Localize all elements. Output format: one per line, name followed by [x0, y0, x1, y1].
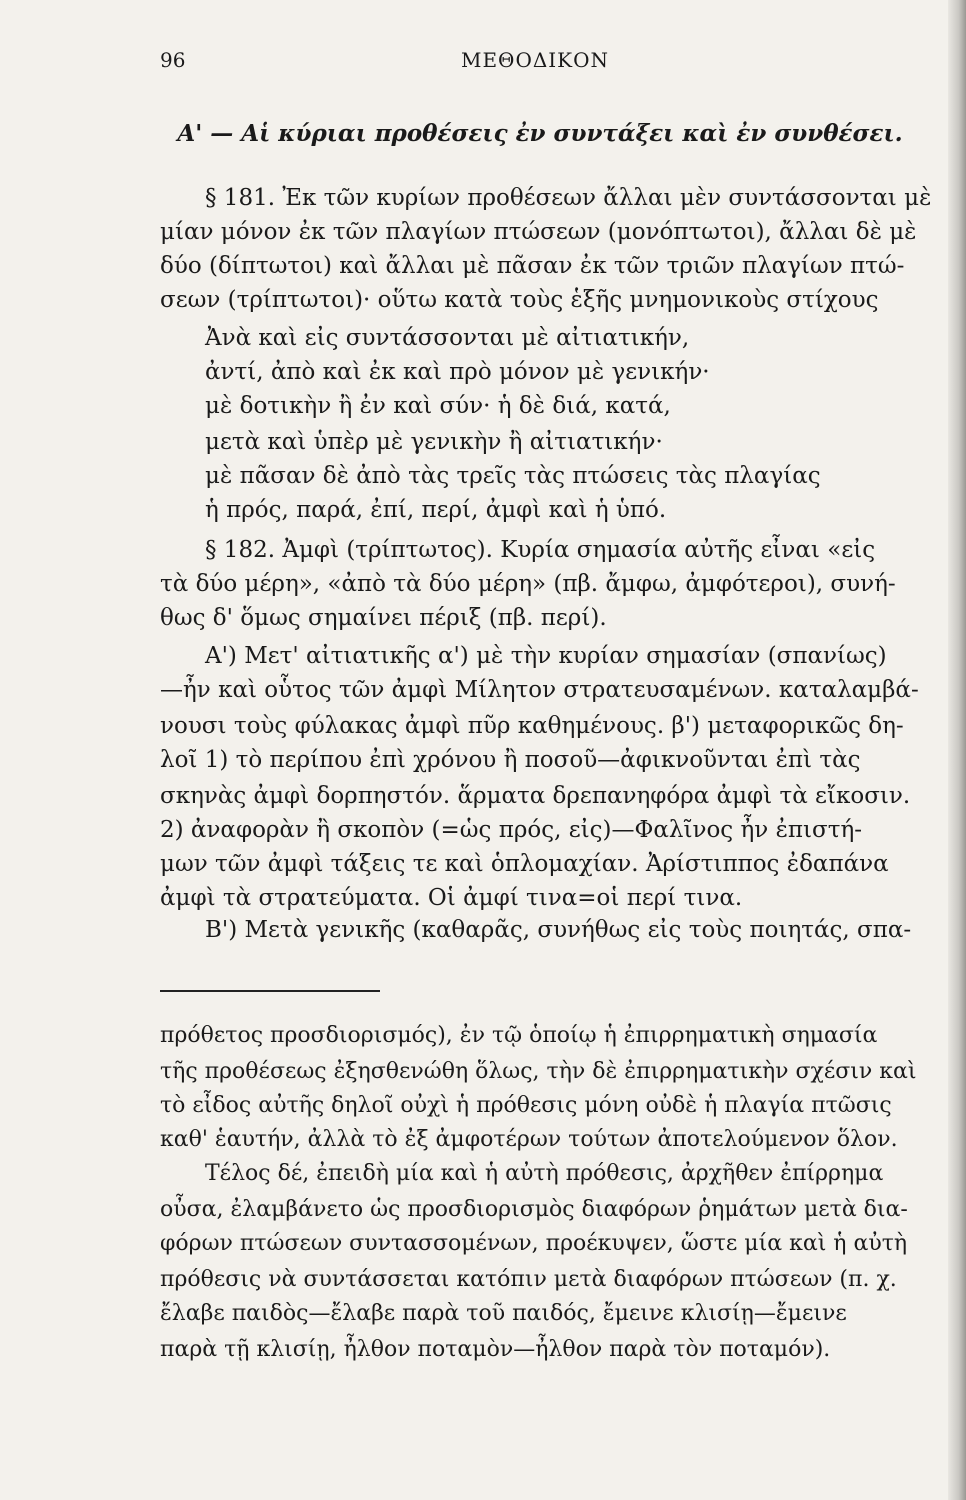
body-line: μων τῶν ἀμφὶ τάξεις τε καὶ ὁπλομαχίαν. Ἀρίστιππος ἐδαπάνα — [160, 851, 889, 877]
footnote-line: τῆς προθέσεως ἐξησθενώθη ὅλως, τὴν δὲ ἐπιρρηματικὴν σχέσιν καὶ — [160, 1059, 917, 1084]
footnote-line: Τέλος δέ, ἐπειδὴ μία καὶ ἡ αὐτὴ πρόθεσις, ἀρχῆθεν ἐπίρρημα — [205, 1161, 884, 1186]
verse-line: ἀντί, ἀπὸ καὶ ἐκ καὶ πρὸ μόνον μὲ γενικήν· — [205, 359, 710, 385]
footnote-line: παρὰ τῇ κλισίῃ, ἦλθον ποταμὸν—ἦλθον παρὰ τὸν ποταμόν). — [160, 1337, 831, 1362]
body-line: —ἦν καὶ οὗτος τῶν ἀμφὶ Μίλητον στρατευσαμένων. καταλαμβά- — [160, 677, 919, 703]
page-edge — [948, 0, 966, 1500]
footnote-rule — [160, 990, 380, 992]
body-line: ἀμφὶ τὰ στρατεύματα. Οἱ ἀμφί τινα=οἱ περί τινα. — [160, 885, 743, 911]
footnote-line: πρόθεσις νὰ συντάσσεται κατόπιν μετὰ διαφόρων πτώσεων (π. χ. — [160, 1267, 897, 1292]
body-line: σεων (τρίπτωτοι)· οὕτω κατὰ τοὺς ἑξῆς μνημονικοὺς στίχους — [160, 287, 879, 313]
verse-line: Ἀνὰ καὶ εἰς συντάσσονται μὲ αἰτιατικήν, — [205, 325, 690, 351]
footnote-line: ἔλαβε παιδὸς—ἔλαβε παρὰ τοῦ παιδός, ἔμεινε κλισίῃ—ἔμεινε — [160, 1301, 847, 1326]
footnote-line: πρόθετος προσδιορισμός), ἐν τῷ ὁποίῳ ἡ ἐπιρρηματικὴ σημασία — [160, 1023, 878, 1048]
footnote-line: τὸ εἶδος αὐτῆς δηλοῖ οὐχὶ ἡ πρόθεσις μόνη οὐδὲ ἡ πλαγία πτῶσις — [160, 1093, 892, 1118]
running-title: ΜΕΘΟΔΙΚΟΝ — [460, 48, 610, 72]
body-line: νουσι τοὺς φύλακας ἀμφὶ πῦρ καθημένους. β') μεταφορικῶς δη- — [160, 713, 904, 739]
body-line: Α') Μετ' αἰτιατικῆς α') μὲ τὴν κυρίαν σημασίαν (σπανίως) — [205, 643, 887, 669]
body-line: λοῖ 1) τὸ περίπου ἐπὶ χρόνου ἢ ποσοῦ—ἀφικνοῦνται ἐπὶ τὰς — [160, 747, 861, 773]
body-line: σκηνὰς ἀμφὶ δορπηστόν. ἅρματα δρεπανηφόρα ἀμφὶ τὰ εἴκοσιν. — [160, 783, 911, 809]
body-line: § 181. Ἐκ τῶν κυρίων προθέσεων ἄλλαι μὲν συντάσσονται μὲ — [205, 185, 932, 211]
body-line: μίαν μόνον ἐκ τῶν πλαγίων πτώσεων (μονόπτωτοι), ἄλλαι δὲ μὲ — [160, 219, 917, 245]
body-line: δύο (δίπτωτοι) καὶ ἄλλαι μὲ πᾶσαν ἐκ τῶν τριῶν πλαγίων πτώ- — [160, 253, 905, 279]
page-number: 96 — [160, 48, 186, 72]
body-line: θως δ' ὅμως σημαίνει πέριξ (πβ. περί). — [160, 605, 607, 631]
verse-line: μὲ δοτικὴν ἢ ἐν καὶ σύν· ἡ δὲ διά, κατά, — [205, 393, 671, 419]
body-line: 2) ἀναφορὰν ἢ σκοπὸν (=ὡς πρός, εἰς)—Φαλῖνος ἦν ἐπιστή- — [160, 817, 863, 843]
footnote-line: φόρων πτώσεων συντασσομένων, προέκυψεν, ὥστε μία καὶ ἡ αὐτὴ — [160, 1231, 908, 1256]
body-line: Β') Μετὰ γενικῆς (καθαρᾶς, συνήθως εἰς τοὺς ποιητάς, σπα- — [205, 917, 912, 943]
verse-line: μετὰ καὶ ὑπὲρ μὲ γενικὴν ἢ αἰτιατικήν· — [205, 429, 663, 455]
section-heading: Α' — Αἱ κύριαι προθέσεις ἐν συντάξει καὶ ἐν συνθέσει. — [177, 120, 903, 147]
verse-line: μὲ πᾶσαν δὲ ἀπὸ τὰς τρεῖς τὰς πτώσεις τὰς πλαγίας — [205, 463, 821, 489]
body-line: τὰ δύο μέρη», «ἀπὸ τὰ δύο μέρη» (πβ. ἄμφω, ἀμφότεροι), συνή- — [160, 571, 896, 597]
footnote-line: οὖσα, ἐλαμβάνετο ὡς προσδιορισμὸς διαφόρων ῥημάτων μετὰ δια- — [160, 1197, 908, 1222]
verse-line: ἡ πρός, παρά, ἐπί, περί, ἀμφὶ καὶ ἡ ὑπό. — [205, 497, 667, 523]
running-header — [160, 48, 910, 78]
footnote-line: καθ' ἑαυτήν, ἀλλὰ τὸ ἐξ ἀμφοτέρων τούτων ἀποτελούμενον ὅλον. — [160, 1127, 898, 1152]
body-line: § 182. Ἀμφὶ (τρίπτωτος). Κυρία σημασία αὐτῆς εἶναι «εἰς — [205, 537, 876, 563]
